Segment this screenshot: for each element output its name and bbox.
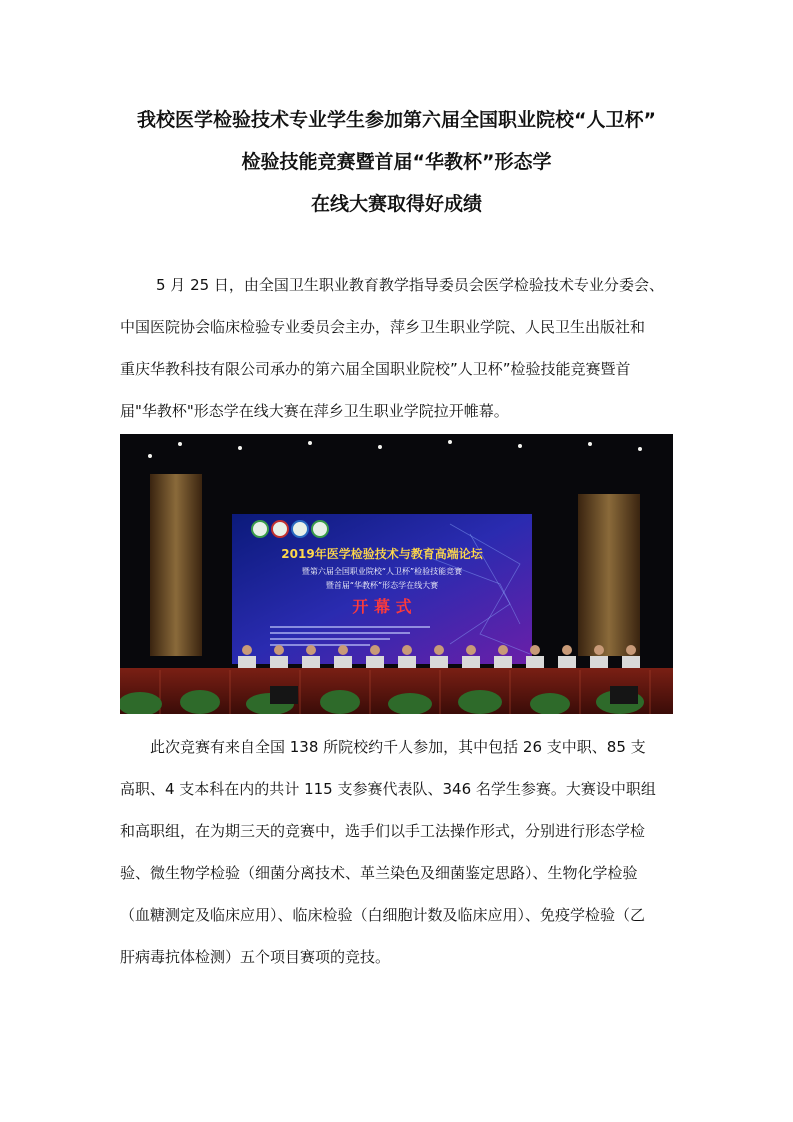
paragraph-2-line-4: 验、微生物学检验（细菌分离技术、革兰染色及细菌鉴定思路）、生物化学检验 xyxy=(120,864,638,882)
paragraph-2-line-6: 肝病毒抗体检测）五个项目赛项的竞技。 xyxy=(120,948,391,966)
paragraph-2-line-1: 此次竞赛有来自全国 138 所院校约千人参加，其中包括 26 支中职、85 支 xyxy=(150,738,646,756)
paragraph-2-line-2: 高职、4 支本科在内的共计 115 支参赛代表队、346 名学生参赛。大赛设中职组 xyxy=(120,780,656,798)
screen-line-1: 2019年医学检验技术与教育高端论坛 xyxy=(281,547,483,561)
speaker-left xyxy=(270,686,298,704)
article-title-line-3: 在线大赛取得好成绩 xyxy=(310,193,482,215)
paragraph-1-line-4: 届"华教杯"形态学在线大赛在萍乡卫生职业学院拉开帷幕。 xyxy=(120,402,509,420)
opening-ceremony-photo xyxy=(120,434,673,714)
screen-line-2: 暨第六届全国职业院校“人卫杯”检验技能竞赛 xyxy=(301,567,463,576)
paragraph-1-line-3: 重庆华教科技有限公司承办的第六届全国职业院校”人卫杯”检验技能竞赛暨首 xyxy=(120,360,631,378)
article-title-line-2: 检验技能竞赛暨首届“华教杯”形态学 xyxy=(241,151,552,173)
left-curtain xyxy=(150,474,202,656)
right-curtain xyxy=(578,494,640,656)
screen-line-4: 开 幕 式 xyxy=(352,597,412,616)
paragraph-1-line-2: 中国医院协会临床检验专业委员会主办，萍乡卫生职业学院、人民卫生出版社和 xyxy=(120,318,646,336)
article-title-line-1: 我校医学检验技术专业学生参加第六届全国职业院校“人卫杯” xyxy=(137,109,656,131)
screen-line-3: 暨首届“华教杯”形态学在线大赛 xyxy=(325,581,439,590)
paragraph-1-line-1: 5 月 25 日，由全国卫生职业教育教学指导委员会医学检验技术专业分委会、 xyxy=(156,276,664,294)
speaker-right xyxy=(610,686,638,704)
paragraph-2-line-3: 和高职组，在为期三天的竞赛中，选手们以手工法操作形式，分别进行形态学检 xyxy=(120,822,646,840)
paragraph-2-line-5: （血糖测定及临床应用）、临床检验（白细胞计数及临床应用）、免疫学检验（乙 xyxy=(120,906,646,924)
